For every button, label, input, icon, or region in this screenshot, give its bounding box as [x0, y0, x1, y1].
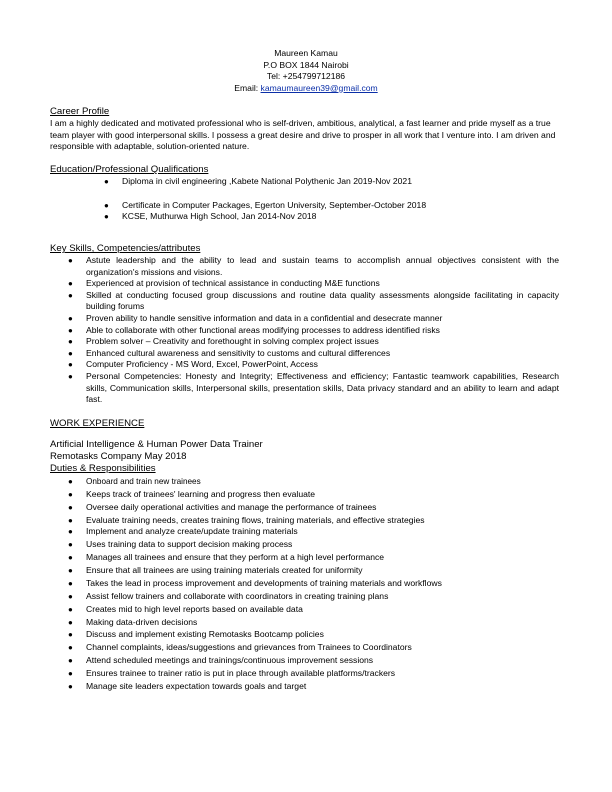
education-title: Education/Professional Qualifications — [50, 164, 209, 175]
bullet-icon: ● — [68, 313, 73, 323]
duty-item: Manage site leaders expectation towards goals and target — [86, 680, 307, 691]
bullet-icon: ● — [68, 643, 73, 653]
list-item — [68, 603, 566, 616]
education-item: Certificate in Computer Packages, Egerton University, September-October 2018 — [122, 199, 427, 210]
list-item — [68, 616, 566, 629]
work-experience-title: WORK EXPERIENCE — [50, 418, 145, 429]
bullet-icon: ● — [68, 553, 73, 563]
duty-item: Attend scheduled meetings and trainings/continuous improvement sessions — [86, 655, 374, 666]
duty-item: Onboard and train new trainees — [86, 477, 201, 486]
contact-header — [0, 48, 612, 94]
bullet-icon: ● — [68, 617, 73, 627]
job-role: Artificial Intelligence & Human Power Data Trainer — [50, 439, 263, 450]
candidate-name: Maureen Kamau — [274, 48, 338, 58]
duty-item: Channel complaints, ideas/suggestions and grievances from Trainees to Coordinators — [86, 642, 412, 653]
education-item: KCSE, Muthurwa High School, Jan 2014-Nov 2018 — [122, 211, 317, 222]
list-item — [68, 564, 566, 577]
list-item — [68, 336, 559, 348]
bullet-icon: ● — [68, 630, 73, 640]
bullet-icon: ● — [104, 200, 109, 210]
bullet-icon: ● — [68, 290, 73, 300]
bullet-icon: ● — [68, 591, 73, 601]
list-item — [68, 590, 566, 603]
duty-item: Evaluate training needs, creates training flows, training materials, and effective strategies — [86, 514, 425, 525]
list-item — [68, 370, 559, 406]
duty-item: Implement and analyze create/update training materials — [86, 526, 298, 537]
bullet-icon: ● — [68, 604, 73, 614]
skills-list — [68, 255, 559, 406]
duty-item: Oversee daily operational activities and manage the performance of trainees — [86, 501, 377, 512]
skill-item: Enhanced cultural awareness and sensitivity to customs and cultural differences — [86, 347, 391, 358]
skill-item: Personal Competencies: Honesty and Integrity; Effectiveness and efficiency; Fantastic teamwork capabilities, Research skills, Communication skills, Interpersonal skills, presentation skills, Data privacy standard and an ability to learn and adapt fast. — [86, 370, 559, 405]
list-item — [68, 629, 566, 641]
bullet-icon: ● — [68, 348, 73, 358]
bullet-icon: ● — [68, 515, 73, 525]
duty-item: Takes the lead in process improvement and developments of training materials and workflows — [86, 577, 442, 588]
list-item — [68, 577, 566, 590]
list-item — [68, 501, 566, 514]
list-item — [68, 289, 559, 313]
skill-item: Experienced at provision of technical assistance in conducting M&E functions — [86, 278, 380, 289]
bullet-icon: ● — [68, 325, 73, 335]
skill-item: Computer Proficiency - MS Word, Excel, PowerPoint, Access — [86, 359, 318, 370]
list-item — [104, 211, 562, 223]
bullet-icon: ● — [68, 279, 73, 289]
email-line — [0, 83, 612, 95]
skill-item: Skilled at conducting focused group discussions and routine data quality assessments alongside facilitating in capacity building forums — [86, 289, 559, 312]
list-item — [68, 312, 559, 325]
duty-item: Uses training data to support decision making process — [86, 539, 293, 550]
list-item — [68, 476, 566, 488]
bullet-icon: ● — [104, 177, 109, 186]
duty-item: Making data-driven decisions — [86, 616, 198, 627]
duty-item: Discuss and implement existing Remotasks Bootcamp policies — [86, 629, 324, 640]
postal-address: P.O BOX 1844 Nairobi — [263, 59, 349, 70]
email-label: Email: — [234, 82, 261, 93]
bullet-icon: ● — [68, 256, 73, 265]
list-item — [68, 514, 566, 527]
education-list — [104, 176, 562, 223]
list-item — [68, 488, 566, 501]
bullet-icon: ● — [68, 540, 73, 550]
duty-item: Keeps track of trainees' learning and progress then evaluate — [86, 488, 316, 499]
bullet-icon: ● — [68, 527, 73, 537]
bullet-icon: ● — [68, 656, 73, 666]
bullet-icon: ● — [68, 681, 73, 691]
email-link[interactable]: kamaumaureen39@gmail.com — [260, 82, 378, 93]
duty-item: Assist fellow trainers and collaborate with coordinators in creating training plans — [86, 590, 389, 601]
list-item — [68, 526, 566, 538]
duty-item: Ensure that all trainees are using training materials created for uniformity — [86, 564, 363, 575]
skill-item: Problem solver – Creativity and forethought in solving complex project issues — [86, 336, 379, 347]
duty-item: Manages all trainees and ensure that they perform at a high level performance — [86, 552, 385, 563]
skill-item: Able to collaborate with other functional areas modifying processes to address identified risks — [86, 324, 440, 335]
telephone: Tel: +254799712186 — [266, 71, 346, 82]
list-item — [68, 668, 566, 680]
list-item — [68, 347, 559, 360]
bullet-icon: ● — [68, 578, 73, 588]
duty-item: Ensures trainee to trainer ratio is put in place through available platforms/trackers — [86, 668, 396, 679]
list-item — [68, 680, 566, 693]
bullet-icon: ● — [68, 337, 73, 347]
career-profile-title: Career Profile — [50, 106, 110, 117]
education-item: Diploma in civil engineering ,Kabete National Polythenic Jan 2019-Nov 2021 — [122, 176, 412, 186]
job-company: Remotasks Company May 2018 — [50, 451, 187, 462]
list-item — [68, 255, 559, 278]
list-item — [68, 324, 559, 337]
bullet-icon: ● — [68, 502, 73, 512]
duties-list — [68, 476, 566, 693]
bullet-icon: ● — [68, 669, 73, 679]
list-item — [68, 539, 566, 551]
bullet-icon: ● — [68, 371, 73, 381]
bullet-icon: ● — [68, 565, 73, 575]
list-item — [104, 199, 562, 212]
list-item — [68, 655, 566, 667]
career-profile-text: I am a highly dedicated and motivated professional who is self-driven, ambitious, analytical, a fast learner and pride myself as a true team player with good interpersonal skills. I possess a great desire and drive to prosper in all work that I venture into. I am driven and responsible with adaptable, solution-oriented nature. — [50, 118, 556, 152]
bullet-icon: ● — [68, 360, 73, 370]
duties-title: Duties & Responsibilities — [50, 463, 156, 474]
bullet-icon: ● — [104, 212, 109, 222]
skill-item: Astute leadership and the ability to lead and sustain teams to accomplish annual objectives consistent with the organization's missions and visions. — [86, 255, 559, 277]
list-item — [68, 642, 566, 654]
duty-item: Creates mid to high level reports based on available data — [86, 603, 303, 614]
skill-item: Proven ability to handle sensitive information and data in a confidential and desecrate manner — [86, 312, 443, 323]
list-item — [104, 176, 562, 188]
list-item — [68, 359, 559, 371]
list-item — [68, 278, 559, 290]
list-item — [68, 552, 566, 564]
bullet-icon: ● — [68, 477, 73, 486]
skills-title: Key Skills, Competencies/attributes — [50, 243, 201, 254]
bullet-icon: ● — [68, 489, 73, 499]
